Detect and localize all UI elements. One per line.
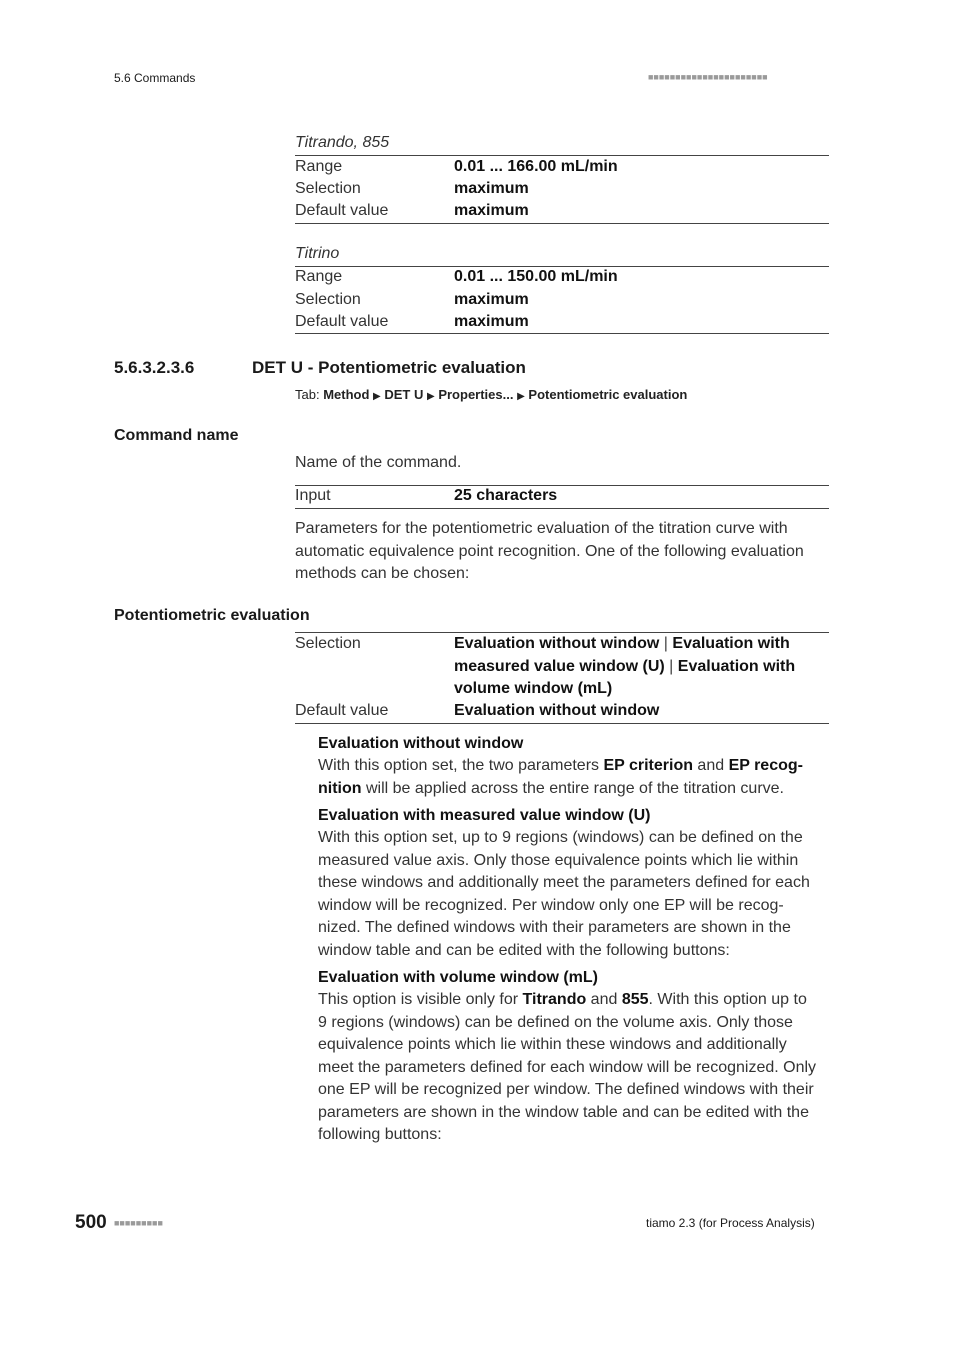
table-label: Selection (295, 291, 361, 308)
table-value: maximum (454, 202, 529, 219)
input-rule-bottom (295, 508, 829, 509)
table-value: maximum (454, 180, 529, 197)
option-measured-window-title: Evaluation with measured value window (U) (318, 807, 651, 824)
evaluation-intro: Parameters for the potentiometric evaluation of the titration curve with automatic equivalence point recognition. One of the following evaluation methods can be chosen: (295, 520, 804, 582)
section-title: DET U - Potentiometric evaluation (252, 358, 526, 377)
text-line: parameters are shown in the window table and can be edited with the (318, 1103, 809, 1121)
table-label: Default value (295, 202, 389, 219)
titrino-caption: Titrino (295, 245, 340, 262)
text-run: This option is visible only for (318, 991, 523, 1008)
default-value: Evaluation without window (454, 702, 660, 719)
input-rule-top (295, 485, 829, 486)
tab-path-item: DET U (384, 387, 424, 402)
default-label: Default value (295, 702, 389, 719)
command-name-description: Name of the command. (295, 454, 462, 471)
selection-option: Evaluation without window (454, 635, 660, 652)
command-name-heading: Command name (114, 427, 239, 444)
option-measured-window-text (318, 827, 829, 962)
option-without-window-text (318, 755, 829, 800)
page-number: 500 (75, 1212, 107, 1233)
tab-path-item: Potentiometric evaluation (528, 387, 688, 402)
text-line: one EP will be recognized per window. The defined windows with their (318, 1081, 814, 1098)
text-line: measured value axis. Only those equivalence points which lie within (318, 851, 799, 869)
text-line: window table and can be edited with the following buttons: (318, 941, 730, 959)
option-separator: | (663, 635, 668, 652)
text-run: will be applied across the entire range of the titration curve. (361, 779, 784, 797)
input-value: 25 characters (454, 487, 558, 504)
text-bold: EP criterion (603, 757, 693, 774)
table-value: maximum (454, 291, 529, 308)
text-bold: 855 (621, 991, 649, 1008)
table-value: 0.01 ... 150.00 mL/min (454, 268, 618, 285)
running-header-decoration: ■■■■■■■■■■■■■■■■■■■■■■ (648, 72, 768, 82)
text-line: meet the parameters defined for each window will be recognized. Only (318, 1058, 817, 1076)
text-line: 9 regions (windows) can be defined on the volume axis. Only those (318, 1013, 793, 1031)
tab-prefix: Tab: (295, 387, 320, 402)
table-rule-bottom (295, 223, 829, 224)
text-run: and (586, 991, 622, 1008)
potentiometric-evaluation-heading: Potentiometric evaluation (114, 607, 310, 624)
running-header-section: 5.6 Commands (114, 71, 196, 85)
option-volume-window-title: Evaluation with volume window (mL) (318, 969, 599, 986)
text-bold: Titrando (522, 991, 587, 1008)
section-number: 5.6.3.2.3.6 (114, 358, 195, 377)
table-label: Selection (295, 180, 361, 197)
selection-option: Evaluation with volume window (mL) (454, 657, 796, 697)
table-value: maximum (454, 313, 529, 330)
section-heading (114, 358, 526, 378)
table-label: Default value (295, 313, 389, 330)
titrando-caption: Titrando, 855 (295, 134, 390, 151)
text-line: equivalence points which lie within these windows and additionally (318, 1036, 787, 1053)
option-separator: | (669, 657, 674, 675)
table-rule-bottom (295, 333, 829, 334)
text-line: following buttons: (318, 1126, 442, 1143)
text-line: nized. The defined windows with their parameters are shown in the (318, 919, 791, 936)
table-label: Range (295, 268, 343, 285)
arrow-right-icon: ▶ (427, 391, 435, 402)
footer-product: tiamo 2.3 (for Process Analysis) (646, 1216, 815, 1230)
selection-label: Selection (295, 635, 361, 652)
table-label: Range (295, 158, 343, 175)
text-run: and (692, 757, 729, 774)
arrow-right-icon: ▶ (373, 391, 381, 402)
option-volume-window-text (318, 989, 829, 1147)
text-line: With this option set, up to 9 regions (windows) can be defined on the (318, 829, 803, 846)
text-line: these windows and additionally meet the parameters defined for each (318, 874, 810, 891)
text-bold: nition (318, 779, 362, 797)
tab-breadcrumb (295, 387, 687, 402)
text-run: With this option set, the two parameters (318, 757, 604, 774)
tab-path-item: Properties... (438, 387, 514, 402)
text-run: . With this option up to (648, 991, 807, 1008)
arrow-right-icon: ▶ (517, 391, 525, 402)
input-label: Input (295, 487, 331, 504)
footer-decoration: ■■■■■■■■■ (114, 1218, 163, 1228)
selection-options (454, 633, 829, 701)
text-bold: EP recog- (728, 757, 803, 774)
text-line: window will be recognized. Per window only one EP will be recog- (318, 896, 784, 914)
option-without-window-title: Evaluation without window (318, 735, 524, 752)
selection-rule-bottom (295, 723, 829, 724)
tab-path-item: Method (323, 387, 370, 402)
table-value: 0.01 ... 166.00 mL/min (454, 158, 618, 175)
selection-option: Evaluation with measured value window (U) (454, 635, 790, 675)
